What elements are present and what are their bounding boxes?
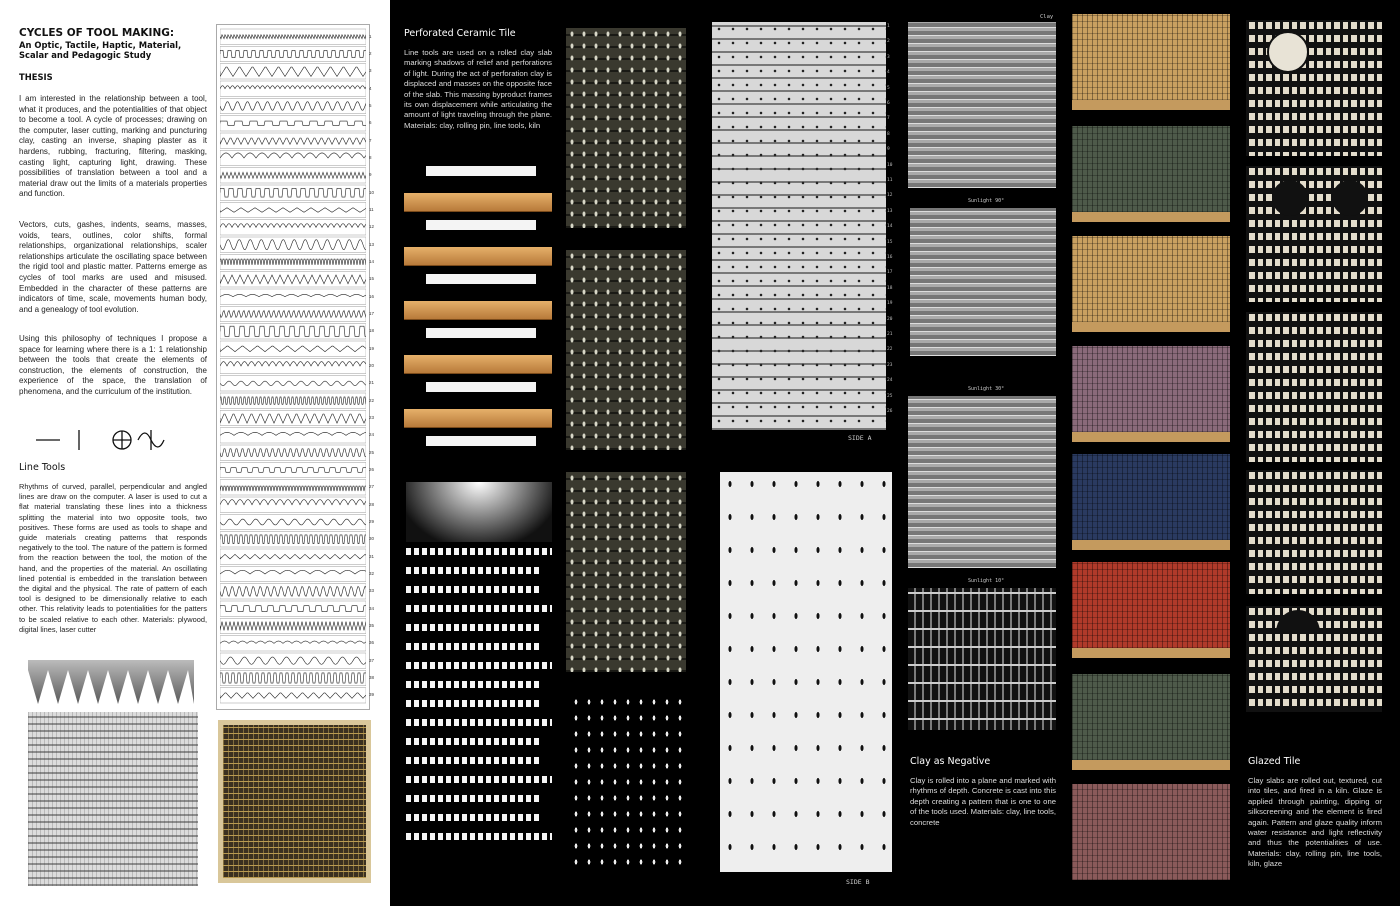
thesis-heading: THESIS (19, 72, 53, 82)
side-a-number: 24 (887, 378, 893, 384)
strip-number: 18 (369, 328, 375, 334)
side-a-number: 3 (887, 54, 890, 60)
negative-band (406, 795, 542, 802)
strip-number: 8 (369, 155, 372, 160)
wood-base-strip (1072, 212, 1230, 222)
perforated-light-dots (570, 696, 686, 866)
strip-number: 32 (369, 571, 375, 576)
thesis-paragraph-2: Vectors, cuts, gashes, indents, seams, masses, voids, tears, outlines, color shifts, formal relationships, organizational relationships, scaler relationships articulate the oscillating space between the rigid tool and plastic matter. Patterns emerge as cycles of tool marks are used and misused. Embedded in the character of these patterns are indicators of time, scale, movements human body, and a genealogy of tool evolution. (19, 220, 207, 314)
negative-band (406, 700, 542, 707)
light-cast-image (406, 482, 552, 542)
side-a-label: SIDE A (848, 434, 872, 442)
pattern-strip (220, 584, 366, 599)
strip-number: 17 (369, 311, 375, 316)
side-a-number: 19 (887, 301, 893, 307)
left-panel (0, 0, 390, 906)
glaze-tile-photo (1072, 346, 1230, 432)
side-a-number: 1 (887, 24, 890, 29)
strip-number: 39 (369, 692, 375, 698)
strip-number: 1 (369, 33, 372, 39)
poster-title: CYCLES OF TOOL MAKING: (19, 27, 175, 39)
side-a-number: 8 (887, 131, 890, 137)
strip-number: 11 (369, 207, 374, 212)
glaze-tile-photo (1072, 236, 1230, 322)
strip-number: 29 (369, 519, 375, 524)
glaze-tile-column (1072, 14, 1230, 894)
perforated-tile-photo-1 (566, 28, 686, 228)
strip-number: 9 (369, 172, 372, 178)
side-a-number: 17 (887, 270, 893, 276)
negative-pattern-bands (406, 548, 552, 858)
pattern-strip (220, 601, 366, 616)
glaze-tile-photo (1072, 784, 1230, 880)
pattern-strip (220, 566, 366, 581)
side-a-number: 20 (887, 316, 893, 322)
strip-number: 35 (369, 623, 375, 628)
side-a-number: 25 (887, 393, 893, 399)
line-tool-symbols (34, 428, 184, 452)
side-a-number: 23 (887, 362, 893, 368)
negative-band (406, 662, 552, 669)
side-a-number: 5 (887, 85, 890, 91)
strip-number: 15 (369, 276, 375, 282)
strip-number: 14 (369, 259, 375, 264)
side-a-number: 9 (887, 147, 890, 153)
side-a-number: 14 (887, 224, 893, 230)
clay-negative-text: Clay is rolled into a plane and marked with rhythms of depth. Concrete is cast into this depth creating a pattern that is one to one of the tools used. Materials: clay, line tools, concrete (910, 776, 1056, 827)
strip-number: 22 (369, 397, 375, 403)
clay-negative-heading: Clay as Negative (910, 756, 991, 767)
strip-number: 12 (369, 224, 375, 230)
strip-number: 5 (369, 103, 372, 108)
negative-band (406, 624, 542, 631)
pattern-strip (220, 254, 366, 269)
framed-tile-image (218, 720, 371, 883)
negative-band (406, 605, 552, 612)
side-a-number: 4 (887, 70, 890, 76)
pattern-strip (220, 653, 366, 668)
pattern-strip (220, 514, 366, 529)
glaze-tile-photo (1072, 562, 1230, 648)
pattern-strip (220, 202, 366, 217)
negative-band (406, 757, 542, 764)
sunlight-label-90: Sunlight 90° (968, 198, 1005, 204)
strip-number: 30 (369, 536, 375, 542)
wooden-tool-stack (404, 166, 554, 466)
side-a-number-column (887, 24, 899, 424)
poster-subtitle-line1: An Optic, Tactile, Haptic, Material, (19, 40, 182, 50)
pattern-strip (220, 462, 366, 477)
pattern-strip (220, 116, 366, 131)
pattern-strip (220, 46, 366, 61)
mosaic-circle-overlays (1246, 20, 1382, 720)
wood-base-strip (1072, 432, 1230, 442)
strip-number: 25 (369, 449, 375, 455)
pattern-strip (220, 81, 366, 96)
strip-number: 38 (369, 675, 375, 680)
thesis-paragraph-3: Using this philosophy of techniques I propose a space for learning where there is a 1: 1 relationship between the tools that create the elements of construction, the elements of construction, the experience of the space, the translation of phenomena, and the curriculum of the institution. (19, 334, 207, 396)
tool-stencil-band (426, 220, 536, 230)
line-tools-heading: Line Tools (19, 462, 66, 473)
negative-band (406, 643, 542, 650)
side-a-number: 2 (887, 39, 890, 45)
side-a-number: 21 (887, 332, 893, 337)
pattern-strip (220, 636, 366, 651)
sunlight-30-photo (908, 396, 1056, 568)
sunlight-90-photo (910, 208, 1056, 356)
strip-number: 16 (369, 293, 375, 299)
glaze-tile-photo (1072, 454, 1230, 540)
strip-number: 19 (369, 345, 375, 351)
perforated-heading: Perforated Ceramic Tile (404, 28, 516, 39)
pattern-strip (220, 480, 366, 495)
wood-base-strip (1072, 100, 1230, 110)
strip-number: 34 (369, 605, 375, 611)
plaster-rubbing-image (28, 712, 198, 886)
perforated-tile-photo-3 (566, 472, 686, 672)
glaze-tile-photo (1072, 14, 1230, 100)
wood-tool-piece (404, 409, 552, 428)
wood-tool-piece (404, 193, 552, 212)
wood-base-strip (1072, 760, 1230, 770)
pattern-strip (220, 497, 366, 512)
strip-number: 33 (369, 588, 375, 594)
pattern-strip (220, 220, 366, 235)
sunlight-label-10: Sunlight 10° (968, 578, 1005, 584)
strip-number: 36 (369, 640, 375, 646)
pattern-strip (220, 150, 366, 165)
side-a-number: 13 (887, 208, 893, 214)
side-a-number: 11 (887, 178, 893, 183)
clay-tile-photo (908, 22, 1056, 188)
strip-number: 3 (369, 68, 372, 74)
strip-number: 7 (369, 137, 372, 143)
tool-stencil-band (426, 382, 536, 392)
side-a-number: 26 (887, 409, 893, 414)
pattern-strip (220, 324, 366, 339)
comb-tool-shadow-image (28, 660, 194, 706)
pattern-strip (220, 289, 366, 304)
pattern-strip (220, 428, 366, 443)
strip-number: 6 (369, 120, 372, 126)
side-a-number: 12 (887, 193, 893, 199)
pattern-strip (220, 237, 366, 252)
wood-tool-piece (404, 301, 552, 320)
side-a-tile-photo (712, 22, 886, 430)
side-a-number: 22 (887, 347, 893, 353)
pattern-strip (220, 168, 366, 183)
negative-band (406, 586, 542, 593)
pattern-strip (220, 98, 366, 113)
pattern-strip (220, 272, 366, 287)
wood-base-strip (1072, 540, 1230, 550)
negative-band (406, 814, 542, 821)
pattern-strip (220, 185, 366, 200)
strip-number: 24 (369, 432, 375, 438)
pattern-strip (220, 358, 366, 373)
line-tools-text: Rhythms of curved, parallel, perpendicular and angled lines are draw on the computer. A laser is used to cut a flat material translating these lines into a thickness splitting the material into two opposite tools, two positives. These forms are used as tools to shape and guide materials creating patterns that responds negatively to the tool. The nature of the pattern is formed from the reaction between the tool, the motion of the hand, and the properties of the material. An oscillating lined potential is embedded in the translation between the digital and the physical. The rate of pattern of each tool is designed to be dimensionally relative to each other. This relativity leads to potentialities for the patters to be scaled relative to each other. Materials: plywood, digital lines, laser cutter (19, 482, 207, 634)
negative-band (406, 681, 542, 688)
sunlight-label-30: Sunlight 30° (968, 386, 1005, 392)
perforated-tile-photo-2 (566, 250, 686, 450)
glazed-tile-text: Clay slabs are rolled out, textured, cut into tiles, and fired in a kiln. Glaze is applied through painting, dipping or silkscreening and the element is fired again. Pattern and glaze quality inform water resistance and light reflectivity and thus the potentialities of use. Materials: clay, rolling pin, line tools, kiln, glaze (1248, 776, 1382, 869)
side-a-number: 6 (887, 101, 890, 106)
negative-band (406, 567, 542, 574)
poster-subtitle-line2: Scalar and Pedagogic Study (19, 50, 152, 60)
side-b-tile-photo (720, 472, 892, 872)
wood-base-strip (1072, 648, 1230, 658)
pattern-strip (220, 393, 366, 408)
glaze-tile-photo (1072, 126, 1230, 212)
sunlight-10-photo (908, 588, 1056, 730)
wood-base-strip (1072, 322, 1230, 332)
pattern-strip (220, 445, 366, 460)
strip-number: 10 (369, 189, 375, 195)
strip-number: 28 (369, 501, 375, 507)
pattern-strip (220, 410, 366, 425)
pattern-strip (220, 670, 366, 685)
strip-number: 37 (369, 657, 375, 663)
tool-stencil-band (426, 328, 536, 338)
tool-stencil-band (426, 274, 536, 284)
negative-band (406, 738, 542, 745)
negative-band (406, 548, 552, 555)
side-a-number: 18 (887, 285, 893, 291)
strip-number: 4 (369, 85, 372, 91)
pattern-strip (220, 341, 366, 356)
strip-number: 2 (369, 51, 372, 56)
side-a-number: 10 (887, 162, 893, 168)
side-b-label: SIDE B (846, 878, 870, 886)
line-pattern-strips (220, 28, 366, 704)
wood-tool-piece (404, 355, 552, 374)
side-a-number: 16 (887, 255, 893, 260)
pattern-strip (220, 306, 366, 321)
side-a-number: 7 (887, 116, 890, 122)
strip-number: 27 (369, 484, 375, 490)
strip-number-column (369, 28, 385, 704)
tool-stencil-band (426, 166, 536, 176)
perforated-text: Line tools are used on a rolled clay slab marking shadows of relief and perforations of light. During the act of perforation clay is displaced and masses on the opposite face of the slab. This massing byproduct frames its own displacement while articulating the amount of light traveling through the plane. Materials: clay, rolling pin, line tools, kiln (404, 48, 552, 130)
strip-number: 31 (369, 553, 375, 559)
pattern-strip (220, 618, 366, 633)
clay-label: Clay (1040, 14, 1054, 20)
negative-band (406, 776, 552, 783)
glaze-tile-photo (1072, 674, 1230, 760)
tool-stencil-band (426, 436, 536, 446)
strip-number: 20 (369, 363, 375, 368)
pattern-strip (220, 532, 366, 547)
pattern-strip (220, 376, 366, 391)
wood-tool-piece (404, 247, 552, 266)
negative-band (406, 719, 552, 726)
strip-number: 13 (369, 241, 375, 247)
pattern-strip (220, 133, 366, 148)
pattern-strip (220, 688, 366, 703)
glazed-tile-heading: Glazed Tile (1248, 756, 1301, 767)
strip-number: 23 (369, 415, 375, 420)
thesis-paragraph-1: I am interested in the relationship between a tool, what it produces, and the potentialities of that object to become a tool. A cycle of processes; drawing on the computer, laser cutting, marking and puncturing clay, casting an inverse, shaping plaster as it hardens, rubbing, fracturing, filtering, masking, casting light, capturing light, drawing. These possibilities of translation between a tool and a material draw out the limits of a materials properties and function. (19, 94, 207, 199)
strip-number: 26 (369, 467, 375, 472)
pattern-strip (220, 64, 366, 79)
side-a-number: 15 (887, 239, 893, 245)
pattern-strip (220, 549, 366, 564)
pattern-strip (220, 29, 366, 44)
strip-number: 21 (369, 380, 375, 386)
negative-band (406, 833, 552, 840)
